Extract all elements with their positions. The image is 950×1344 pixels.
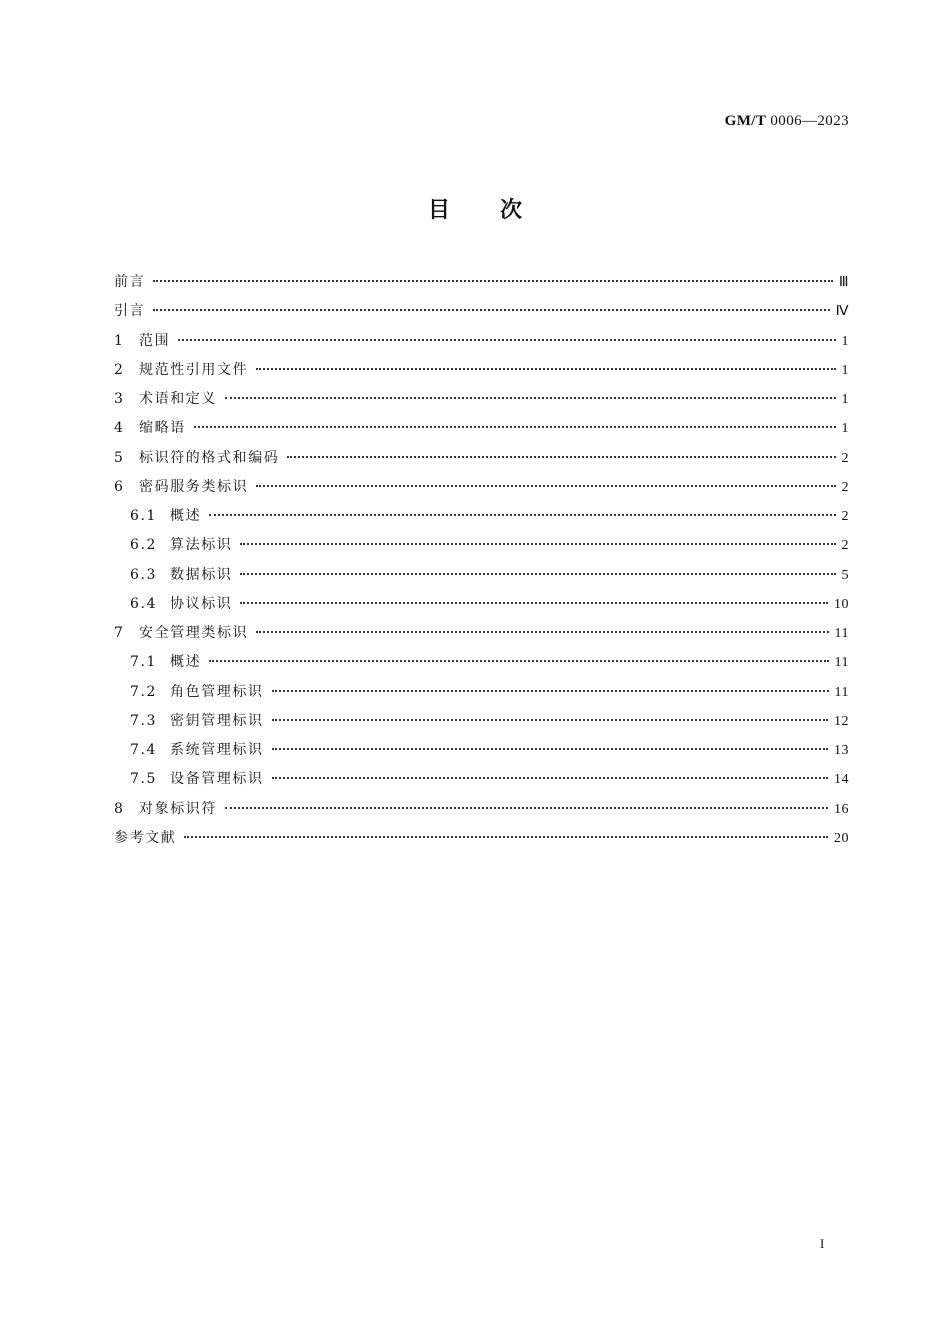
toc-entry-page: 1 — [841, 333, 849, 349]
toc-leader-dots — [240, 559, 835, 575]
toc-entry-label: 引言 — [114, 303, 146, 320]
toc-entry-page: 2 — [841, 450, 849, 466]
toc-entry-label: 术语和定义 — [139, 391, 217, 407]
toc-leader-dots — [256, 354, 835, 370]
toc-entry-number: 6.2 — [130, 537, 158, 554]
toc-entry-number: 6.1 — [130, 508, 158, 524]
toc-entry-number: 8 — [114, 800, 125, 817]
toc-entry-label: 算法标识 — [170, 537, 233, 554]
toc-entry-page: 12 — [834, 713, 849, 729]
toc-entry-number: 2 — [114, 361, 125, 378]
toc-entry-number: 7.1 — [130, 654, 158, 671]
toc-leader-dots — [209, 646, 828, 662]
toc-entry-number: 7 — [114, 625, 125, 641]
toc-entry-number: 3 — [114, 391, 125, 407]
toc-entry-number: 6.4 — [130, 595, 158, 612]
toc-leader-dots — [256, 471, 835, 487]
toc-entry-label: 数据标识 — [170, 566, 233, 583]
toc-entry-label: 参考文献 — [114, 829, 177, 846]
toc-title — [0, 193, 950, 224]
toc-leader-dots — [225, 383, 836, 399]
toc-entry-label: 系统管理标识 — [170, 742, 264, 758]
toc-entry-label: 对象标识符 — [139, 800, 217, 817]
toc-entry-page: 10 — [834, 596, 849, 612]
toc-entry-page: 1 — [841, 421, 849, 437]
toc-leader-dots — [256, 617, 828, 633]
toc-entry-number: 7.5 — [130, 771, 158, 788]
toc-entry[interactable] — [114, 826, 849, 855]
document-code-number: 0006—2023 — [770, 113, 849, 129]
document-code-prefix: GM/T — [724, 113, 767, 129]
toc-title-char-2: 次 — [500, 198, 523, 223]
toc-entry-page: 5 — [841, 567, 849, 583]
toc-leader-dots — [272, 705, 828, 721]
toc-leader-dots — [287, 442, 835, 458]
toc-entry-number: 7.2 — [130, 683, 158, 700]
toc-entry-label: 概述 — [170, 508, 202, 524]
toc-entry-label: 协议标识 — [170, 595, 233, 612]
toc-entry-number: 7.3 — [130, 712, 158, 729]
toc-entry-number: 4 — [114, 420, 125, 437]
toc-entry-label: 密钥管理标识 — [170, 712, 264, 729]
toc-entry-label: 角色管理标识 — [170, 683, 264, 700]
toc-entry-page: 16 — [834, 801, 849, 817]
toc-entry-number: 7.4 — [130, 742, 158, 758]
toc-entry-label: 缩略语 — [139, 420, 186, 437]
toc-entry-label: 概述 — [170, 654, 202, 671]
toc-entry-number: 1 — [114, 332, 125, 349]
toc-entry-page: Ⅳ — [835, 304, 849, 320]
toc-title-char-1: 目 — [427, 198, 450, 223]
toc-entry-label: 规范性引用文件 — [139, 361, 249, 378]
toc-leader-dots — [194, 412, 836, 428]
toc-entry-page: 2 — [841, 509, 849, 524]
toc-entry-page: 2 — [841, 538, 849, 554]
toc-entry-label: 标识符的格式和编码 — [139, 449, 280, 466]
toc-entry-page: 2 — [841, 479, 849, 495]
toc-entry-number: 5 — [114, 449, 125, 466]
toc-entry-page: Ⅲ — [838, 275, 849, 290]
toc-leader-dots — [184, 822, 828, 838]
toc-entry-page: 11 — [834, 684, 849, 700]
toc-entry-page: 11 — [834, 626, 849, 641]
toc-list — [114, 270, 849, 855]
page-number: I — [820, 1236, 825, 1251]
toc-leader-dots — [225, 793, 828, 809]
toc-entry-number: 6 — [114, 478, 125, 495]
toc-leader-dots — [272, 734, 828, 750]
toc-entry-label: 范围 — [139, 332, 171, 349]
toc-entry-label: 前言 — [114, 274, 146, 290]
toc-leader-dots — [240, 588, 828, 604]
toc-entry-page: 13 — [834, 743, 849, 758]
toc-entry-number: 6.3 — [130, 566, 158, 583]
toc-leader-dots — [178, 325, 835, 341]
toc-leader-dots — [272, 763, 828, 779]
toc-entry-page: 11 — [834, 655, 849, 671]
document-code — [725, 113, 849, 130]
toc-leader-dots — [153, 295, 829, 311]
toc-leader-dots — [272, 676, 829, 692]
toc-leader-dots — [209, 500, 835, 516]
toc-entry-page: 14 — [834, 772, 849, 788]
toc-leader-dots — [240, 529, 835, 545]
toc-entry-page: 20 — [834, 830, 849, 846]
toc-entry-page: 1 — [841, 392, 849, 407]
toc-entry-page: 1 — [841, 362, 849, 378]
toc-entry-label: 设备管理标识 — [170, 771, 264, 788]
toc-entry-label: 密码服务类标识 — [139, 478, 249, 495]
toc-leader-dots — [153, 266, 833, 282]
toc-entry-label: 安全管理类标识 — [139, 625, 249, 641]
